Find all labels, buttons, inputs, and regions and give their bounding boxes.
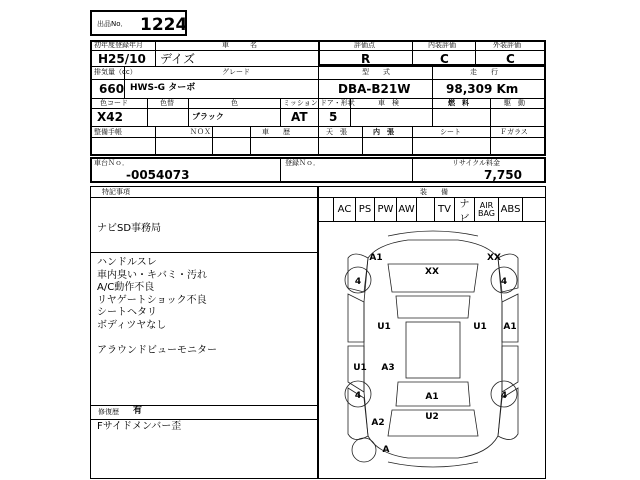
remark-line: 車内臭い・キバミ・汚れ xyxy=(97,269,207,281)
notes-label: 特記事項 xyxy=(102,188,130,196)
doors-value: 5 xyxy=(329,110,338,124)
color-label: 色 xyxy=(231,99,238,107)
sunroof-label: 天 張 xyxy=(326,128,347,136)
displacement-value: 660 xyxy=(99,82,125,96)
mark-u1-rear-left: U1 xyxy=(353,363,367,373)
nox-label: ＮＯＸ xyxy=(190,128,211,136)
remark-line: ハンドルスレ xyxy=(97,257,157,268)
mark-a1-front-left: A1 xyxy=(369,253,383,263)
tire-rr: 4 xyxy=(500,391,508,401)
mileage-label: 走 行 xyxy=(470,68,498,76)
fuel-label: 燃 料 xyxy=(448,99,469,107)
equipment-row xyxy=(318,198,546,225)
reg-no-label: 登録Ｎｏ． xyxy=(285,159,320,167)
equipment-item: PW xyxy=(374,198,396,221)
history-label: 車 歴 xyxy=(262,128,290,136)
score-value: R xyxy=(361,52,371,66)
drive-label: 駆 動 xyxy=(504,99,525,107)
remark-top: ナビSD事務局 xyxy=(97,223,162,234)
tire-fr: 4 xyxy=(500,277,508,287)
mark-u1-left: U1 xyxy=(377,322,391,332)
interior-value: C xyxy=(440,52,449,66)
maintenance-label: 整備手帳 xyxy=(94,128,122,136)
equipment-item xyxy=(416,198,434,221)
model-type-value: DBA-B21W xyxy=(338,82,411,96)
mark-u1-right: U1 xyxy=(473,322,487,332)
interior-cloth-label: 内 張 xyxy=(373,128,394,136)
mileage-value: 98,309 Km xyxy=(446,82,519,96)
grade-label: グレード xyxy=(222,68,250,76)
remark-line: アラウンドビューモニター xyxy=(97,344,217,356)
displacement-label: 排気量（cc） xyxy=(94,68,137,76)
interior-label: 内装評価 xyxy=(428,41,456,49)
mark-xx-front: XX xyxy=(425,267,439,277)
equipment-label: 装 備 xyxy=(420,188,448,196)
model-type-label: 型 式 xyxy=(362,68,390,76)
tire-rl: 4 xyxy=(354,391,362,401)
equipment-item: ABS xyxy=(498,198,522,221)
color-change-label: 色替 xyxy=(160,99,174,107)
mark-xx-front-right: XX xyxy=(487,253,501,263)
reg-year-label: 初年度登録年月 xyxy=(94,41,143,49)
mark-u2: U2 xyxy=(425,412,439,422)
equipment-item: AW xyxy=(396,198,416,221)
color-code-label: 色コード xyxy=(100,99,128,107)
equipment-item: ナビ xyxy=(454,198,474,221)
car-name-value: デイズ xyxy=(160,52,196,66)
remark-line: シートヘタリ xyxy=(97,307,157,318)
color-value: ブラック xyxy=(192,112,224,121)
car-name-label: 車 名 xyxy=(222,41,257,49)
inspection-label: 車 検 xyxy=(378,99,399,107)
equipment-item: PS xyxy=(355,198,374,221)
chassis-label: 車台Ｎｏ． xyxy=(94,159,129,167)
mark-a1-rear: A1 xyxy=(425,392,439,402)
mark-a1-right: A1 xyxy=(503,322,517,332)
exterior-value: C xyxy=(506,52,515,66)
repair-label: 修復歴 xyxy=(98,408,119,416)
mark-a2: A2 xyxy=(371,418,385,428)
equipment-item: TV xyxy=(434,198,454,221)
f-glass-label: Ｆガラス xyxy=(500,128,528,136)
seat-label: シート xyxy=(440,128,461,136)
remark-line: A/C動作不良 xyxy=(97,282,155,293)
remark-line: ボディツヤなし xyxy=(97,319,167,331)
transmission-label: ミッション xyxy=(283,99,318,107)
lot-number: 1224 xyxy=(140,15,188,35)
lot-box xyxy=(90,10,187,36)
remark-line xyxy=(97,332,313,345)
grade-value: HWS-G ターボ xyxy=(130,83,196,93)
car-diagram xyxy=(318,222,546,479)
lot-label: 出品No． xyxy=(97,20,128,28)
repair-note: Fサイドメンバー歪 xyxy=(97,421,182,432)
mark-a: A xyxy=(382,445,390,455)
tire-fl: 4 xyxy=(354,277,362,287)
color-code-value: X42 xyxy=(97,110,123,124)
equipment-item: AC xyxy=(333,198,355,221)
transmission-value: AT xyxy=(291,110,308,124)
remarks-list xyxy=(97,257,313,357)
reg-year-value: H25/10 xyxy=(98,52,146,66)
repair-value: 有 xyxy=(133,406,143,416)
remark-line: リヤゲートショック不良 xyxy=(97,294,207,306)
exterior-label: 外装評価 xyxy=(493,41,521,49)
equipment-item: AIR BAG xyxy=(474,198,498,221)
chassis-value: -0054073 xyxy=(126,168,190,182)
doors-label: ドア・形状 xyxy=(320,99,355,107)
recycle-label: リサイクル料金 xyxy=(452,159,501,167)
recycle-value: 7,750 xyxy=(484,168,522,182)
score-label: 評価点 xyxy=(354,41,375,49)
mark-a3: A3 xyxy=(381,363,395,373)
